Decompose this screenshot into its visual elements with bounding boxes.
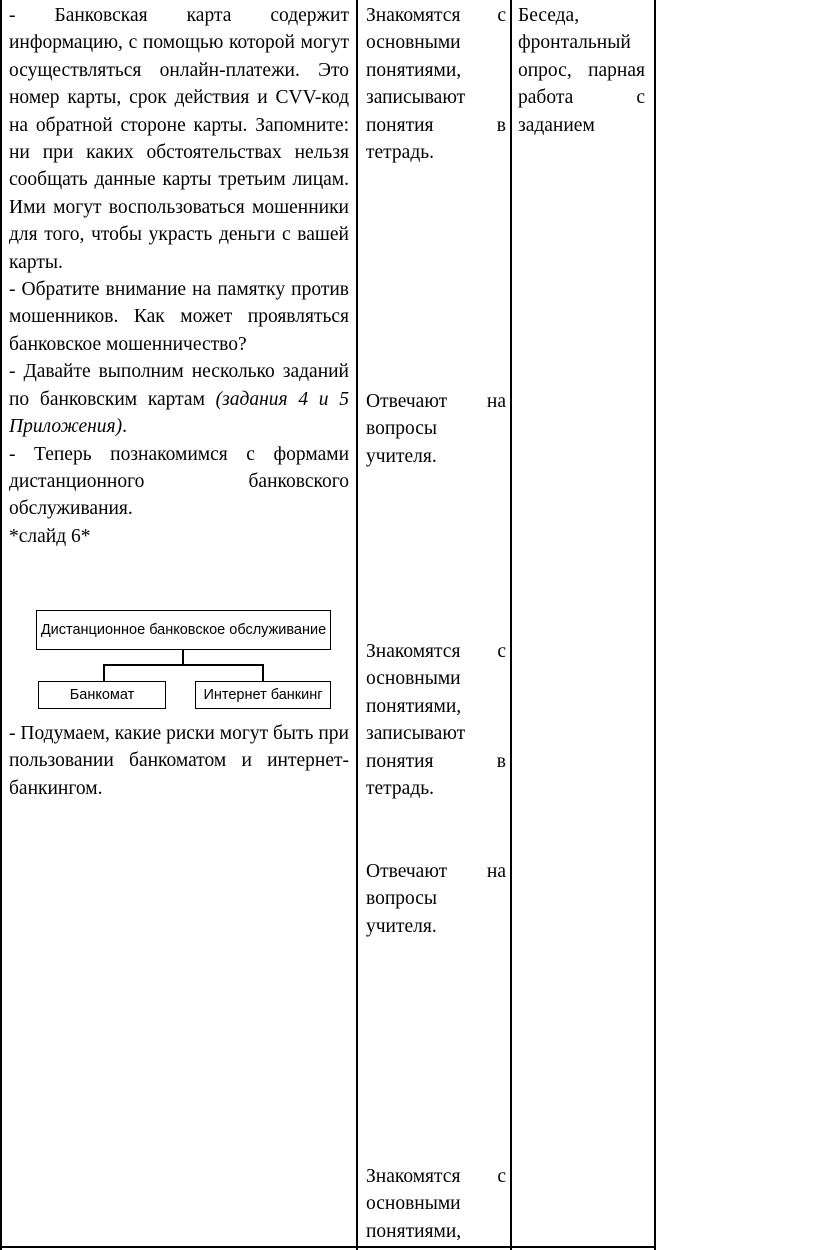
paragraph-remote-banking: - Теперь познакомимся с формами дистанционного банковского обслуживания. <box>9 443 349 520</box>
paragraph-fraud-memo: - Обратите внимание на памятку против мошенников. Как может проявляться банковское мошенничество? <box>9 279 349 355</box>
diagram-connector-right <box>262 664 264 681</box>
student-block-4: Отвечают на вопросы учителя. <box>366 861 506 937</box>
table-divider-1 <box>356 0 358 1250</box>
slide-label: *слайд 6* <box>9 525 91 547</box>
teacher-text-block-1 <box>9 2 349 550</box>
student-block-2: Отвечают на вопросы учителя. <box>366 391 506 467</box>
work-form-block: Беседа, фронтальный опрос, парная работа с заданием <box>518 5 645 136</box>
tasks-reference: (задания 4 и 5 Приложения) <box>9 388 349 438</box>
diagram-internet-banking-box: Интернет банкинг <box>195 681 331 709</box>
tasks-text: - Давайте выполним несколько заданий по банковским картам <box>9 361 349 410</box>
paragraph-risks: - Подумаем, какие риски могут быть при пользовании банкоматом и интернет-банкингом. <box>9 723 349 799</box>
diagram-connector-horizontal <box>103 664 264 666</box>
table-border-bottom <box>0 1246 656 1248</box>
student-block-3: Знакомятся с основными понятиями, записывают понятия в тетрадь. <box>366 641 506 800</box>
tasks-period: . <box>122 416 127 438</box>
diagram-top-box: Дистанционное банковское обслуживание <box>36 610 331 650</box>
table-border-left <box>0 0 2 1250</box>
table-divider-2 <box>510 0 512 1250</box>
student-block-5: Знакомятся с основными понятиями, <box>366 1166 506 1242</box>
diagram-connector-left <box>103 664 105 681</box>
paragraph-bank-card: - Банковская карта содержит информацию, с помощью которой могут осуществляться онлайн-платежи. Это номер карты, срок действия и CVV-код на обратной стороне карты. Запомните: ни при каких обстоятельствах нельзя сообщать данные карты третьим лицам. Ими могут воспользоваться мошенники для того, чтобы украсть деньги с вашей карты. <box>9 5 349 273</box>
table-border-right <box>654 0 656 1250</box>
paragraph-tasks <box>9 358 349 440</box>
diagram-connector-vertical <box>182 650 184 664</box>
diagram-atm-box: Банкомат <box>38 681 166 709</box>
student-block-1: Знакомятся с основными понятиями, записывают понятия в тетрадь. <box>366 5 506 164</box>
